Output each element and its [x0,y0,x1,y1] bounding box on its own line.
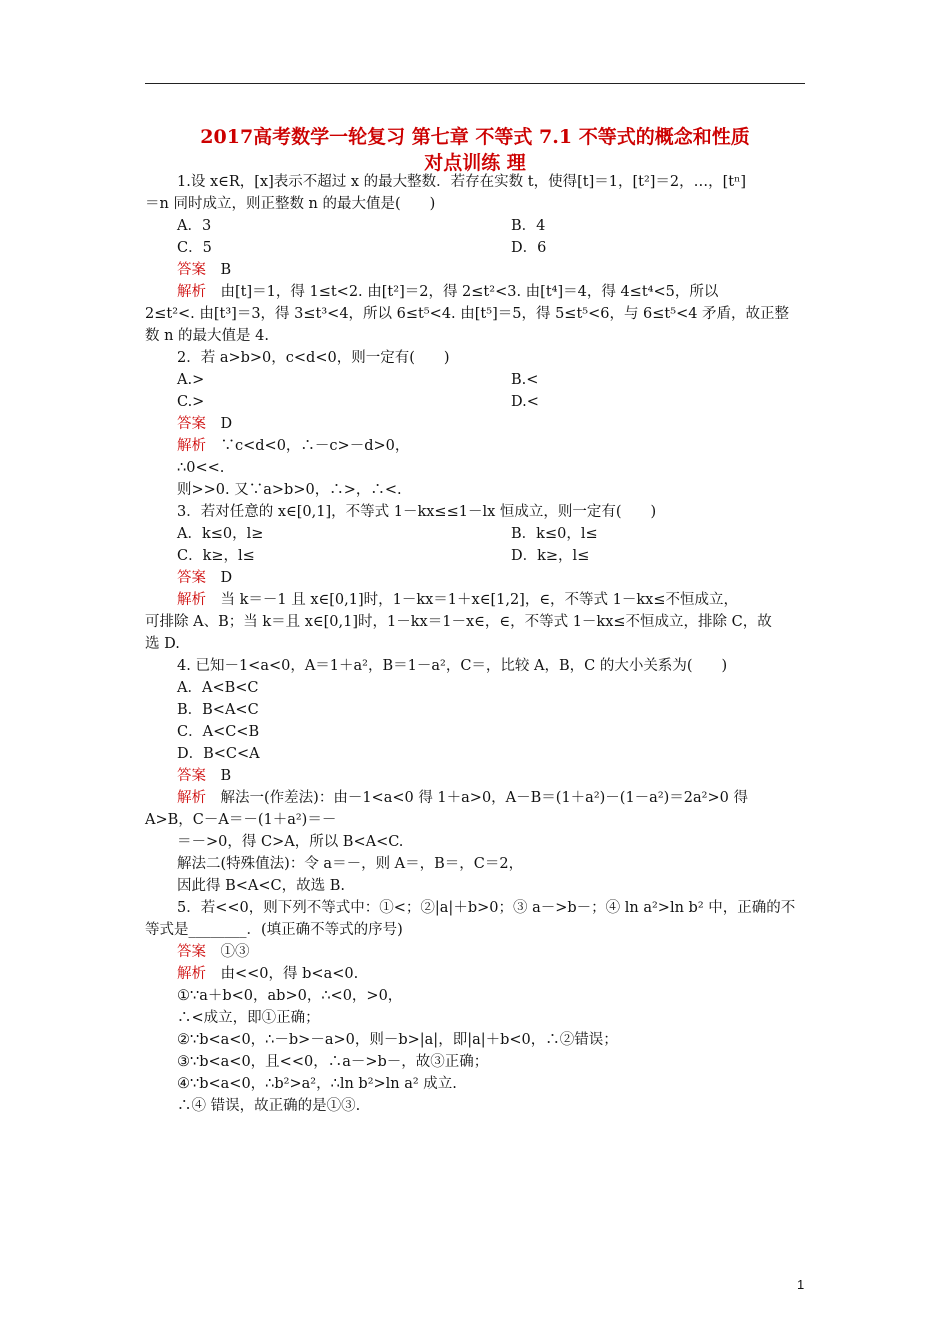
q4-analysis-line5: 因此得 B<A<C，故选 B. [177,878,346,894]
q5-analysis-line4: ③∵b<a<0，且<<0，∴a－>b－，故③正确； [177,1054,489,1070]
q3-analysis-line1 [177,589,842,611]
q2-analysis-line2: ∴0<<. [177,460,225,476]
q1-stem-line2: ＝n 同时成立，则正整数 n 的最大值是( ) [145,196,436,212]
q4-option-c: C．A<C<B [177,724,260,740]
analysis-text: 由<<0，得 b<a<0. [220,966,359,982]
q5-analysis-line5: ④∵b<a<0，∴b²>a²，∴ln b²>ln a² 成立. [177,1076,457,1092]
q2-option-d: D.< [511,394,539,410]
q5-analysis-line2: ∴<成立，即①正确； [177,1010,320,1026]
q5-analysis-line3: ②∵b<a<0，∴－b>－a>0，则－b>|a|，即|a|＋b<0，∴②错误； [177,1032,618,1048]
q2-analysis-line3: 则>>0. 又∵a>b>0，∴>，∴<. [177,482,402,498]
q5-answer [177,941,842,963]
q2-answer [177,413,842,435]
answer-value: B [220,262,232,278]
analysis-label: 解析 [177,284,206,300]
q2-analysis-line1 [177,435,842,457]
analysis-label: 解析 [177,592,206,608]
q4-analysis-line1 [177,787,842,809]
q4-answer [177,765,842,787]
q1-stem-line1: 1.设 x∈R，[x]表示不超过 x 的最大整数．若存在实数 t，使得[t]＝1，[t²]＝2，…，[tⁿ] [177,174,747,190]
header-rule [145,83,805,84]
analysis-text: ∵c<d<0，∴－c>－d>0， [220,438,410,454]
q4-option-d: D．B<C<A [177,746,260,762]
answer-label: 答案 [177,768,206,784]
document-title: 2017高考数学一轮复习 第七章 不等式 7.1 不等式的概念和性质 [200,126,750,148]
analysis-text: 当 k＝－1 且 x∈[0,1]时，1－kx＝1＋x∈[1,2]，∈，不等式 1－kx≤不恒成立， [220,592,739,608]
q3-option-d: D．k≥，l≤ [511,548,590,564]
answer-label: 答案 [177,570,206,586]
answer-value: D [220,570,233,586]
q2-option-c: C.> [177,394,205,410]
page-number: 1 [797,1277,805,1292]
answer-value: B [220,768,232,784]
q4-option-a: A．A<B<C [177,680,259,696]
q5-analysis-line6: ∴④ 错误，故正确的是①③. [177,1098,361,1114]
q2-option-a: A.> [177,372,205,388]
q5-analysis-line0 [177,963,842,985]
q2-stem: 2．若 a>b>0，c<d<0，则一定有( ) [177,350,450,366]
q2-option-b: B.< [511,372,539,388]
q4-analysis-line3: ＝－>0，得 C>A，所以 B<A<C. [177,834,404,850]
answer-value: ①③ [220,944,250,960]
answer-value: D [220,416,233,432]
q3-option-a: A．k≤0，l≥ [177,526,264,542]
q3-stem: 3．若对任意的 x∈[0,1]，不等式 1－kx≤≤1－lx 恒成立，则一定有( ) [177,504,657,520]
analysis-label: 解析 [177,438,206,454]
q5-stem-line1: 5．若<<0，则下列不等式中：①<；②|a|＋b>0；③ a－>b－；④ ln a²>ln b² 中，正确的不 [177,900,796,916]
answer-label: 答案 [177,944,206,960]
q1-option-b: B．4 [511,218,546,234]
q4-analysis-line4: 解法二(特殊值法)：令 a＝－，则 A＝，B＝，C＝2， [177,856,524,872]
q5-analysis-line1: ①∵a＋b<0，ab>0，∴<0，>0， [177,988,403,1004]
q3-analysis-line2: 可排除 A、B；当 k＝且 x∈[0,1]时，1－kx＝1－x∈，∈，不等式 1－kx≤不恒成立，排除 C，故 [145,614,772,630]
q1-option-a: A．3 [177,218,212,234]
analysis-label: 解析 [177,966,206,982]
q4-stem: 4. 已知－1<a<0，A＝1＋a²，B＝1－a²，C＝，比较 A，B，C 的大小关系为( ) [177,658,728,674]
document-subtitle: 对点训练 理 [424,152,526,174]
q3-answer [177,567,842,589]
q4-option-b: B．B<A<C [177,702,259,718]
q1-answer [177,259,842,281]
analysis-text: 由[t]＝1，得 1≤t<2. 由[t²]＝2，得 2≤t²<3. 由[t⁴]＝4，得 4≤t⁴<5，所以 [220,284,719,300]
q3-option-c: C．k≥，l≤ [177,548,255,564]
q3-analysis-line3: 选 D. [145,636,180,652]
q5-stem-line2: 等式是________．(填正确不等式的序号) [145,922,403,938]
answer-label: 答案 [177,262,206,278]
q4-analysis-line2: A>B，C－A＝－(1＋a²)＝－ [145,812,337,828]
q1-option-d: D．6 [511,240,547,256]
analysis-label: 解析 [177,790,206,806]
answer-label: 答案 [177,416,206,432]
q1-analysis-line2: 2≤t²<. 由[t³]＝3，得 3≤t³<4，所以 6≤t⁵<4. 由[t⁵]＝5，得 5≤t⁵<6，与 6≤t⁵<4 矛盾，故正整 [145,306,790,322]
q1-analysis-line3: 数 n 的最大值是 4. [145,328,269,344]
q1-analysis-line1 [177,281,842,303]
analysis-text: 解法一(作差法)：由－1<a<0 得 1＋a>0，A－B＝(1＋a²)－(1－a²)＝2a²>0 得 [220,790,748,806]
q3-option-b: B．k≤0，l≤ [511,526,598,542]
q1-option-c: C．5 [177,240,212,256]
